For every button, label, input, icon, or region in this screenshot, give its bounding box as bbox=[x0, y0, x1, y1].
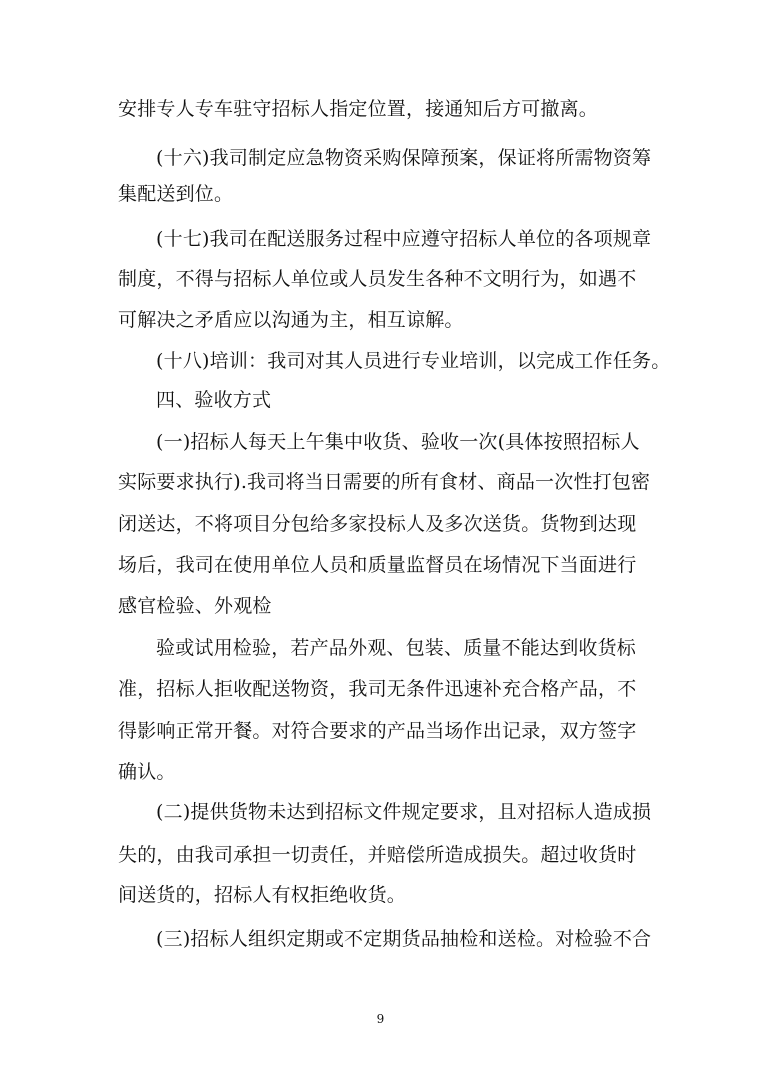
text-line-18: (二)提供货物未达到招标文件规定要求，且对招标人造成损 bbox=[156, 801, 652, 823]
text-line-19: 失的，由我司承担一切责任，并赔偿所造成损失。超过收货时 bbox=[118, 844, 637, 866]
text-line-17: 确认。 bbox=[118, 761, 176, 783]
text-line-10: 实际要求执行).我司将当日需要的所有食材、商品一次性打包密 bbox=[118, 471, 651, 493]
text-line-16: 得影响正常开餐。对符合要求的产品当场作出记录，双方签字 bbox=[118, 720, 637, 742]
text-line-5: 制度，不得与招标人单位或人员发生各种不文明行为，如遇不 bbox=[118, 268, 637, 290]
text-line-11: 闭送达，不将项目分包给多家投标人及多次送货。货物到达现 bbox=[118, 513, 637, 535]
text-line-20: 间送货的，招标人有权拒绝收货。 bbox=[118, 884, 407, 906]
text-line-3: 集配送到位。 bbox=[118, 183, 234, 205]
section-heading-acceptance: 四、验收方式 bbox=[156, 389, 272, 411]
text-line-21: (三)招标人组织定期或不定期货品抽检和送检。对检验不合 bbox=[156, 928, 652, 950]
text-line-9: (一)招标人每天上午集中收货、验收一次(具体按照招标人 bbox=[156, 431, 640, 453]
text-line-12: 场后，我司在使用单位人员和质量监督员在场情况下当面进行 bbox=[118, 554, 637, 576]
text-line-7: (十八)培训：我司对其人员进行专业培训，以完成工作任务。 bbox=[156, 350, 671, 372]
text-line-13: 感官检验、外观检 bbox=[118, 595, 272, 617]
text-line-2: (十六)我司制定应急物资采购保障预案，保证将所需物资筹 bbox=[156, 147, 652, 169]
text-line-1: 安排专人专车驻守招标人指定位置，接通知后方可撤离。 bbox=[118, 98, 599, 120]
text-line-14: 验或试用检验，若产品外观、包装、质量不能达到收货标 bbox=[156, 637, 637, 659]
text-line-15: 准，招标人拒收配送物资，我司无条件迅速补充合格产品，不 bbox=[118, 678, 637, 700]
text-line-6: 可解决之矛盾应以沟通为主，相互谅解。 bbox=[118, 309, 464, 331]
text-line-4: (十七)我司在配送服务过程中应遵守招标人单位的各项规章 bbox=[156, 228, 652, 250]
page-number: 9 bbox=[376, 1012, 385, 1026]
